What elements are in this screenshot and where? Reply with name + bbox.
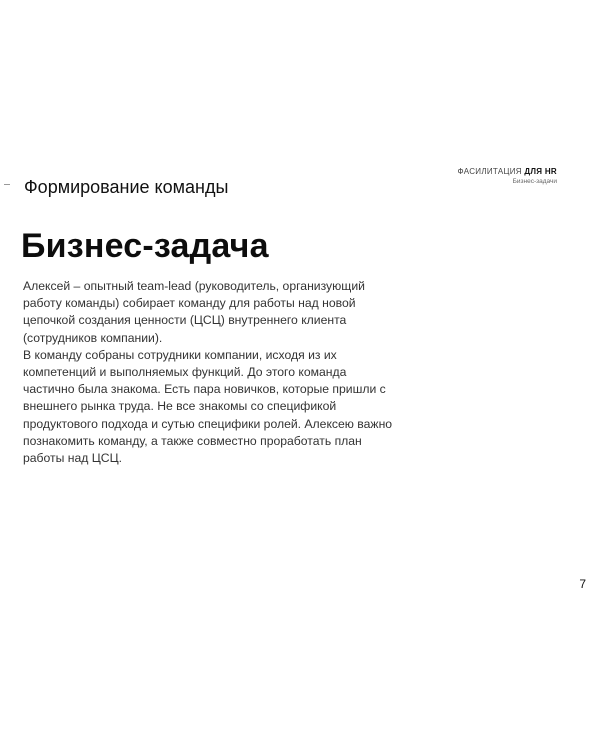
running-header: [458, 167, 557, 185]
body-paragraph-1: Алексей – опытный team-lead (руководитель, организующий работу команды) собирает команду для работы над новой цепочкой создания ценности (ЦСЦ) внутреннего клиента (сотрудников компании).: [23, 279, 365, 345]
body-text: [23, 278, 393, 467]
section-title: Формирование команды: [24, 177, 229, 197]
running-header-subtitle: Бизнес-задачи: [512, 178, 557, 185]
page-heading: Бизнес-задача: [21, 227, 269, 265]
body-paragraph-2: В команду собраны сотрудники компании, исходя из их компетенций и выполняемых функций. До этого команда частично была знакома. Есть пара новичков, которые пришли с внешнего рынка труда. Не все знакомы со спецификой продуктового подхода и сутью специфики ролей. Алексею важно познакомить команду, а также совместно проработать план работы над ЦСЦ.: [23, 347, 393, 466]
page-number: 7: [579, 577, 586, 591]
running-header-title-bold: ДЛЯ HR: [524, 167, 557, 176]
running-header-title-light: ФАСИЛИТАЦИЯ: [457, 167, 522, 176]
running-header-title: [458, 167, 557, 176]
margin-mark: [4, 184, 10, 185]
